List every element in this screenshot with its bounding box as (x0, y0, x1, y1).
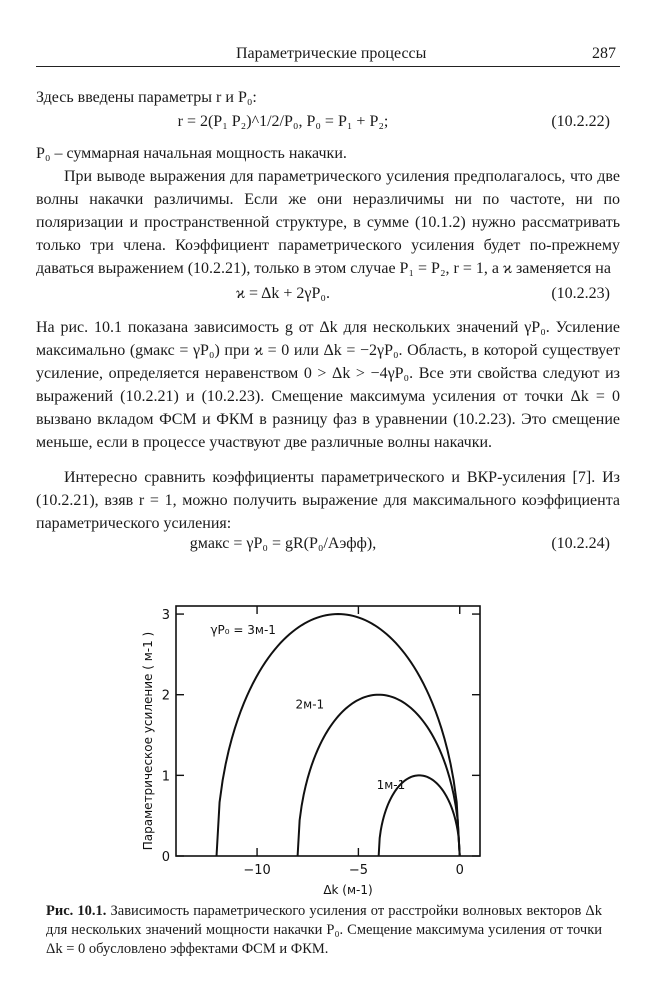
x-axis-label: Δk (м-1) (323, 883, 373, 897)
p0-definition-line: P₀ – суммарная начальная мощность накачки. (36, 145, 347, 162)
caption-text: Зависимость параметрического усиления от расстройки волновых векторов Δk для нескольких значений мощности накачки P₀. Смещение максимума усиления от точки Δk = 0 обусловлено эффектами ФСМ и ФКМ. (46, 903, 602, 957)
curve-label: γP₀ = 3м-1 (210, 623, 276, 638)
p0-definition (36, 142, 620, 165)
equation-body: r = 2(P₁ P₂)^1/2/P₀, P₀ = P₁ + P₂; (177, 113, 389, 130)
equation-10-2-22 (36, 113, 620, 137)
paragraph-4 (36, 466, 620, 535)
y-tick-label: 2 (161, 688, 170, 704)
paragraph-2 (36, 165, 620, 280)
gain-curve-3 (217, 614, 460, 856)
equation-body: ϰ = Δk + 2γP₀. (236, 285, 330, 302)
equation-10-2-23 (36, 285, 620, 309)
figure-10-1 (130, 600, 490, 898)
curve-label: 1м-1 (376, 777, 406, 792)
x-tick-label: −5 (348, 863, 368, 878)
equation-number: (10.2.23) (551, 285, 610, 302)
intro-line: Здесь введены параметры r и P₀: (36, 89, 257, 106)
curve-label: 2м-1 (295, 697, 325, 712)
gain-chart (130, 600, 490, 898)
page-number: 287 (592, 45, 616, 62)
equation-number: (10.2.24) (551, 535, 610, 552)
figure-caption (46, 902, 602, 959)
paragraph-3 (36, 316, 620, 454)
x-tick-label: −10 (243, 863, 271, 878)
gain-curve-2 (295, 695, 460, 856)
paragraph-3-text: На рис. 10.1 показана зависимость g от Δk для нескольких значений γP₀. Усиление максимально (gмакс = γP₀) при ϰ = 0 или Δk = −2γP₀. Область, в которой существует усиление, определяется неравенством 0 > Δk > −4γP₀. Все эти свойства следуют из выражений (10.2.21) и (10.2.23). Смещение максимума усиления от точки Δk = 0 вызвано вкладом ФСМ и ФКМ в разницу фаз в уравнении (10.2.23). Это смещение меньше, если в процессе участвуют две различные волны накачки. (36, 319, 620, 451)
paragraph-4-text: Интересно сравнить коэффициенты параметрического и ВКР-усиления [7]. Из (10.2.21), взяв r = 1, можно получить выражение для максимального коэффициента параметрического усиления: (36, 469, 620, 532)
y-tick-label: 3 (161, 608, 170, 624)
paragraph-2-text: При выводе выражения для параметрического усиления предполагалось, что две волны накачки различимы. Если же они неразличимы ни по частоте, ни по поляризации и пространственной структуре, в сумме (10.1.2) нужно рассматривать только три члена. Коэффициент параметрического усиления будет по-прежнему даваться выражением (10.2.21), только в этом случае P₁ = P₂, r = 1, а ϰ заменяется на (36, 168, 620, 277)
running-title: Параметрические процессы (236, 45, 427, 62)
equation-number: (10.2.22) (551, 113, 610, 130)
y-tick-label: 1 (161, 769, 170, 785)
equation-body: gмакс = γP₀ = gR(P₀/Aэфф), (189, 535, 377, 552)
equation-10-2-24 (36, 535, 620, 559)
y-tick-label: 0 (161, 850, 170, 865)
caption-label: Рис. 10.1. (46, 903, 107, 919)
intro-text (36, 86, 620, 109)
x-tick-label: 0 (455, 863, 464, 878)
running-head (36, 42, 620, 67)
y-axis-label: Параметрическое усиление ( м-1 ) (141, 631, 155, 851)
